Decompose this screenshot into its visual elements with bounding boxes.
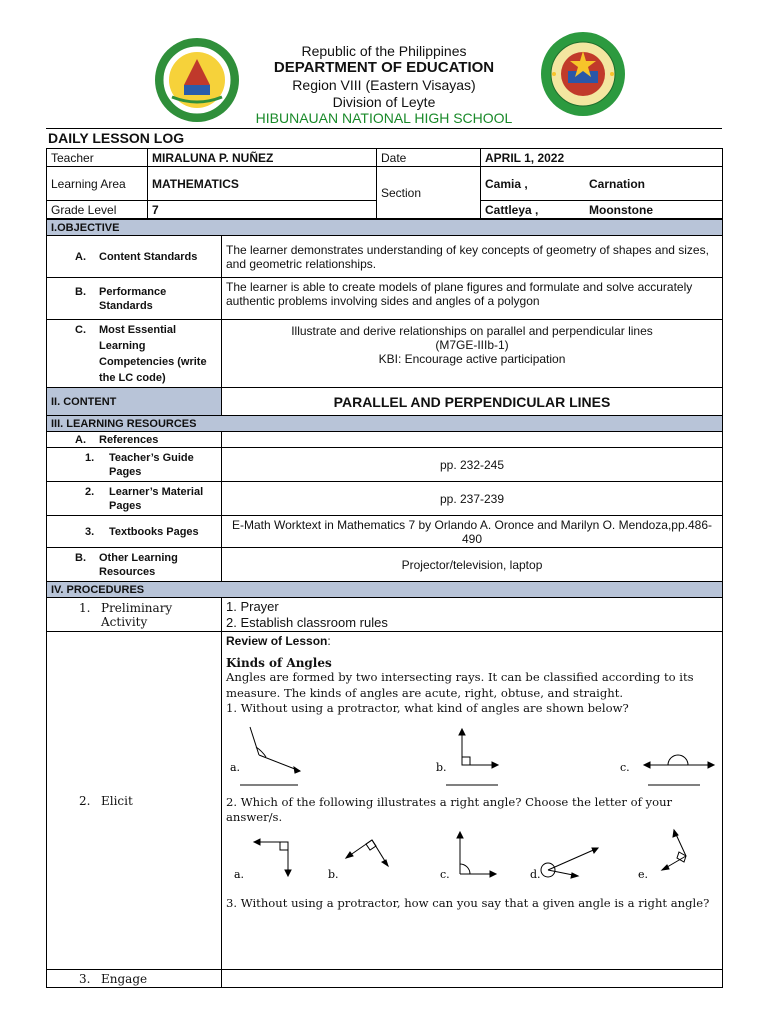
section-camia: Camia , (485, 176, 528, 191)
engage-label: 3. Engage (47, 970, 222, 988)
section-carnation: Carnation (589, 176, 646, 191)
q2-label-e: e. (638, 867, 649, 881)
performance-standards-label: B. Performance Standards (47, 278, 222, 320)
elicit-content (222, 632, 723, 970)
melc-line1: Illustrate and derive relationships on parallel and perpendicular lines (291, 324, 653, 338)
objective-heading: I.OBJECTIVE (47, 220, 723, 236)
learning-area-value: MATHEMATICS (148, 167, 377, 201)
info-table (46, 148, 723, 219)
learners-material-label: 2. Learner’s Material Pages (47, 482, 222, 516)
preliminary-activity-text (222, 598, 723, 632)
other-resources-text: Projector/television, laptop (222, 548, 723, 582)
q2-label-b: b. (328, 867, 339, 881)
q1-label-c: c. (620, 760, 630, 774)
melc-text (222, 320, 723, 388)
textbook-text: E-Math Worktext in Mathematics 7 by Orlando A. Oronce and Marilyn O. Mendoza,pp.486-490 (222, 516, 723, 548)
other-resources-label: B. Other Learning Resources (47, 548, 222, 582)
q1-angle-figures (226, 717, 716, 795)
grade-value: 7 (148, 201, 377, 219)
document-header (0, 0, 768, 130)
grade-label: Grade Level (47, 201, 148, 219)
lesson-table (46, 219, 723, 988)
question-1: 1. Without using a protractor, what kind of angles are shown below? (226, 701, 629, 715)
q2-figure-d (541, 848, 598, 878)
q2-label-a: a. (234, 867, 245, 881)
learning-area-label: Learning Area (47, 167, 148, 201)
section-moonstone: Moonstone (589, 202, 653, 217)
content-standards-text: The learner demonstrates understanding of key concepts of geometry of shapes and sizes, and geometric relationships. (222, 236, 723, 278)
q2-figure-c (457, 832, 496, 877)
engage-content (222, 970, 723, 988)
q1-figure-b (446, 729, 498, 785)
melc-label: C. Most Essential Learning Competencies (write the LC code) (47, 320, 222, 388)
teachers-guide-pages: pp. 232-245 (222, 448, 723, 482)
republic-line: Republic of the Philippines (301, 43, 467, 59)
content-title: PARALLEL AND PERPENDICULAR LINES (222, 388, 723, 416)
section-value-row1 (481, 167, 723, 201)
header-divider (46, 128, 722, 129)
prayer-line: 1. Prayer (226, 598, 279, 614)
q1-label-b: b. (436, 760, 447, 774)
section-value-row2 (481, 201, 723, 219)
date-value: APRIL 1, 2022 (481, 149, 723, 167)
region-line: Region VIII (Eastern Visayas) (292, 77, 476, 93)
resources-heading: III. LEARNING RESOURCES (47, 416, 723, 432)
q2-figure-e (662, 830, 686, 870)
q1-figure-c (644, 755, 714, 785)
q2-label-d: d. (530, 867, 541, 881)
division-line: Division of Leyte (332, 94, 436, 110)
section-label: Section (377, 167, 481, 219)
q2-figure-b (346, 840, 388, 866)
q2-angle-figures (226, 826, 716, 892)
preliminary-activity-label: 1. Preliminary Activity (47, 598, 222, 632)
section-cattleya: Cattleya , (485, 202, 539, 217)
elicit-label: 2. Elicit (47, 632, 222, 970)
references-value (222, 432, 723, 448)
references-label: A. References (47, 432, 222, 448)
q2-label-c: c. (440, 867, 450, 881)
date-label: Date (377, 149, 481, 167)
q1-figure-a (240, 727, 300, 785)
teacher-value: MIRALUNA P. NUÑEZ (148, 149, 377, 167)
review-colon: : (327, 634, 331, 648)
melc-kbi: KBI: Encourage active participation (378, 352, 566, 366)
textbook-label: 3. Textbooks Pages (47, 516, 222, 548)
performance-standards-text: The learner is able to create models of plane figures and formulate and solve accurately authentic problems involving sides and angles of a polygon (222, 278, 723, 320)
teachers-guide-label: 1. Teacher’s Guide Pages (47, 448, 222, 482)
content-standards-label: A. Content Standards (47, 236, 222, 278)
kinds-of-angles-title: Kinds of Angles (226, 656, 332, 670)
q2-figure-a (254, 839, 291, 876)
kinds-of-angles-text: Angles are formed by two intersecting rays. It can be classified according to its measure. The kinds of angles are acute, right, obtuse, and straight. (226, 670, 694, 700)
question-2: 2. Which of the following illustrates a right angle? Choose the letter of your answer/s. (226, 794, 673, 824)
question-3: 3. Without using a protractor, how can you say that a given angle is a right angle? (226, 895, 710, 910)
teacher-label: Teacher (47, 149, 148, 167)
learners-material-pages: pp. 237-239 (222, 482, 723, 516)
q1-label-a: a. (230, 760, 241, 774)
procedures-heading: IV. PROCEDURES (47, 582, 723, 598)
review-heading: Review of Lesson (226, 634, 328, 648)
melc-code: (M7GE-IIIb-1) (435, 338, 509, 352)
content-heading: II. CONTENT (47, 388, 222, 416)
department-line: DEPARTMENT OF EDUCATION (273, 59, 495, 76)
log-title: DAILY LESSON LOG (48, 130, 185, 146)
school-name: HIBUNAUAN NATIONAL HIGH SCHOOL (255, 110, 513, 126)
classroom-rules-line: 2. Establish classroom rules (226, 614, 388, 630)
